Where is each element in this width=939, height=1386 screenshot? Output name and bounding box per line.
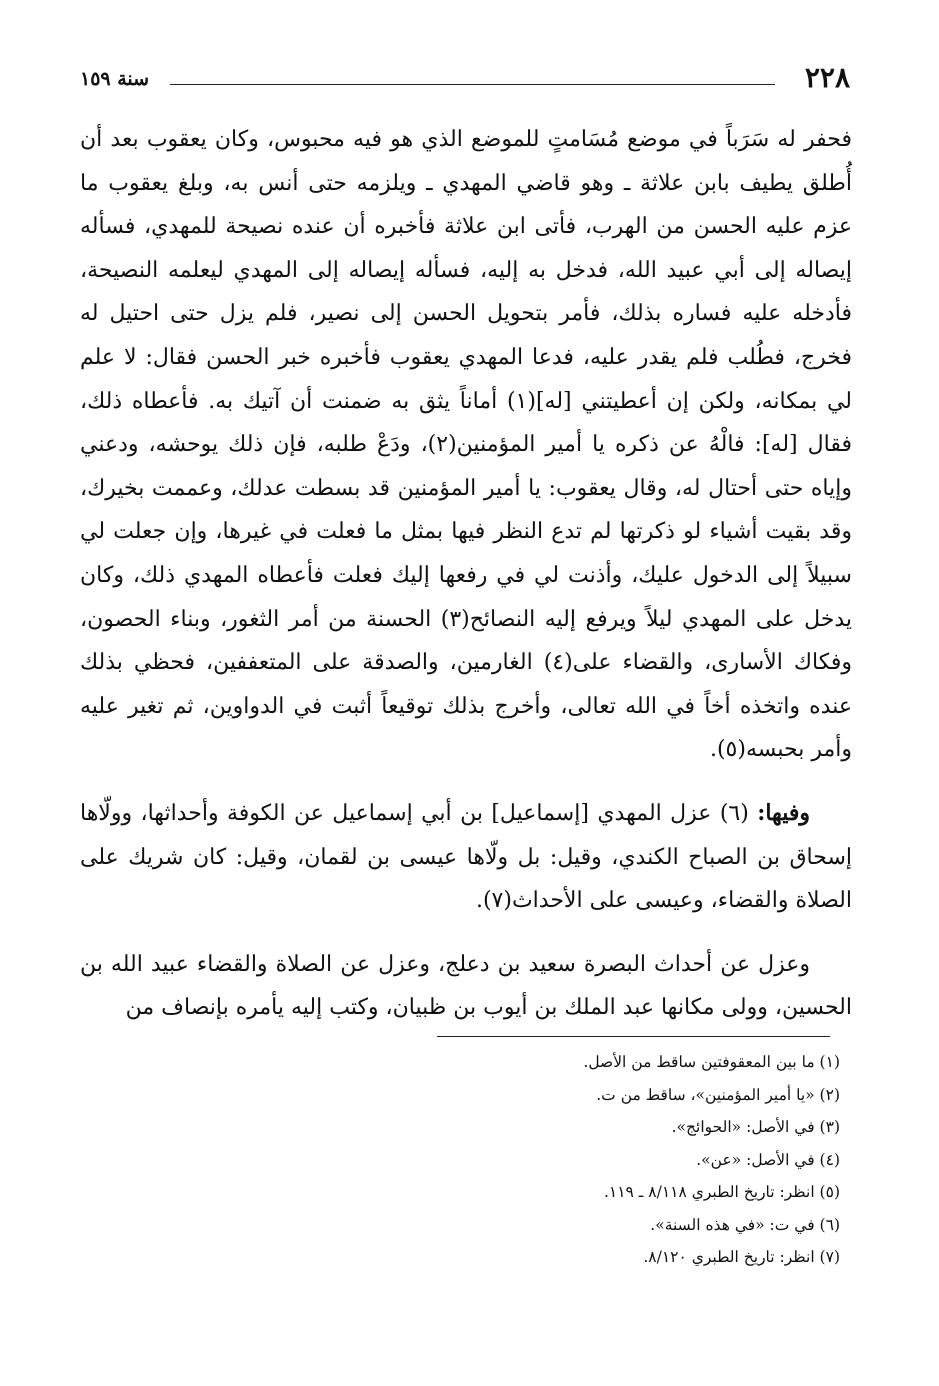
paragraph-2-text: (٦) عزل المهدي [إسماعيل] بن أبي إسماعيل عن الكوفة وأحداثها، وولّاها إسحاق بن الصباح الكندي، وقيل: بل ولّاها عيسى بن لقمان، وقيل: كان شريك على الصلاة والقضاء، وعيسى على الأحداث(٧). <box>80 800 852 914</box>
footnote-3: (٣) في الأصل: «الحوائج». <box>671 1118 840 1136</box>
paragraph-2 <box>80 792 852 923</box>
paragraph-2-lead: وفيها: <box>757 799 810 826</box>
footnote-divider <box>437 1036 830 1037</box>
main-text <box>80 118 852 1030</box>
footnotes <box>80 1046 840 1274</box>
footnote-5: (٥) انظر: تاريخ الطبري ٨/١١٨ ـ ١١٩. <box>603 1183 840 1201</box>
header-rule <box>170 84 775 85</box>
year-label: سنة ١٥٩ <box>80 68 150 90</box>
page-number: ٢٢٨ <box>804 61 850 94</box>
footnote-7: (٧) انظر: تاريخ الطبري ٨/١٢٠. <box>643 1248 840 1266</box>
page-header <box>80 60 850 100</box>
footnote-6: (٦) في ت: «في هذه السنة». <box>650 1215 840 1234</box>
paragraph-3: وعزل عن أحداث البصرة سعيد بن دعلج، وعزل عن الصلاة والقضاء عبيد الله بن الحسين، وولى مكانها عبد الملك بن أيوب بن ظبيان، وكتب إليه يأمره بإنصاف من <box>80 951 852 1021</box>
footnote-4: (٤) في الأصل: «عن». <box>696 1150 840 1169</box>
footnote-1: (١) ما بين المعقوفتين ساقط من الأصل. <box>583 1053 840 1071</box>
footnote-2: (٢) «يا أمير المؤمنين»، ساقط من ت. <box>596 1085 840 1104</box>
paragraph-1: فحفر له سَرَباً في موضع مُسَامتٍ للموضع الذي هو فيه محبوس، وكان يعقوب بعد أن أُطلق يطيف بابن علاثة ـ وهو قاضي المهدي ـ ويلزمه حتى أنس به، وبلغ يعقوب ما عزم عليه الحسن من الهرب، فأتى ابن علاثة فأخبره أن عنده نصيحة للمهدي، فسأله إيصاله إلى أبي عبيد الله، فدخل به إليه، فسأله إيصاله إلى المهدي ليعلمه النصيحة، فأدخله عليه فساره بذلك، فأمر بتحويل الحسن إلى نصير، فلم يزل حتى احتيل له فخرج، فطُلب فلم يقدر عليه، فدعا المهدي يعقوب فأخبره خبر الحسن فقال: لا علم لي بمكانه، ولكن إن أعطيتني [له](١) أماناً يثق به ضمنت أن آتيك به. فأعطاه ذلك، فقال [له]: فالْهُ عن ذكره يا أمير المؤمنين(٢)، ودَعْ طلبه، فإن ذلك يوحشه، ودعني وإياه حتى أحتال له، وقال يعقوب: يا أمير المؤمنين قد بسطت عدلك، وعممت بخيرك، وقد بقيت أشياء لو ذكرتها لم تدع النظر فيها بمثل ما فعلت في غيرها، وإن جعلت لي سبيلاً إلى الدخول عليك، وأذنت لي في رفعها إليك فعلت فأعطاه المهدي ذلك، وكان يدخل على المهدي ليلاً ويرفع إليه النصائح(٣) الحسنة من أمر الثغور، وبناء الحصون، وفكاك الأسارى، والقضاء على(٤) الغارمين، والصدقة على المتعففين، فحظي بذلك عنده واتخذه أخاً في الله تعالى، وأخرج بذلك توقيعاً أثبت في الدواوين، ثم تغير عليه وأمر بحبسه(٥). <box>80 127 852 763</box>
